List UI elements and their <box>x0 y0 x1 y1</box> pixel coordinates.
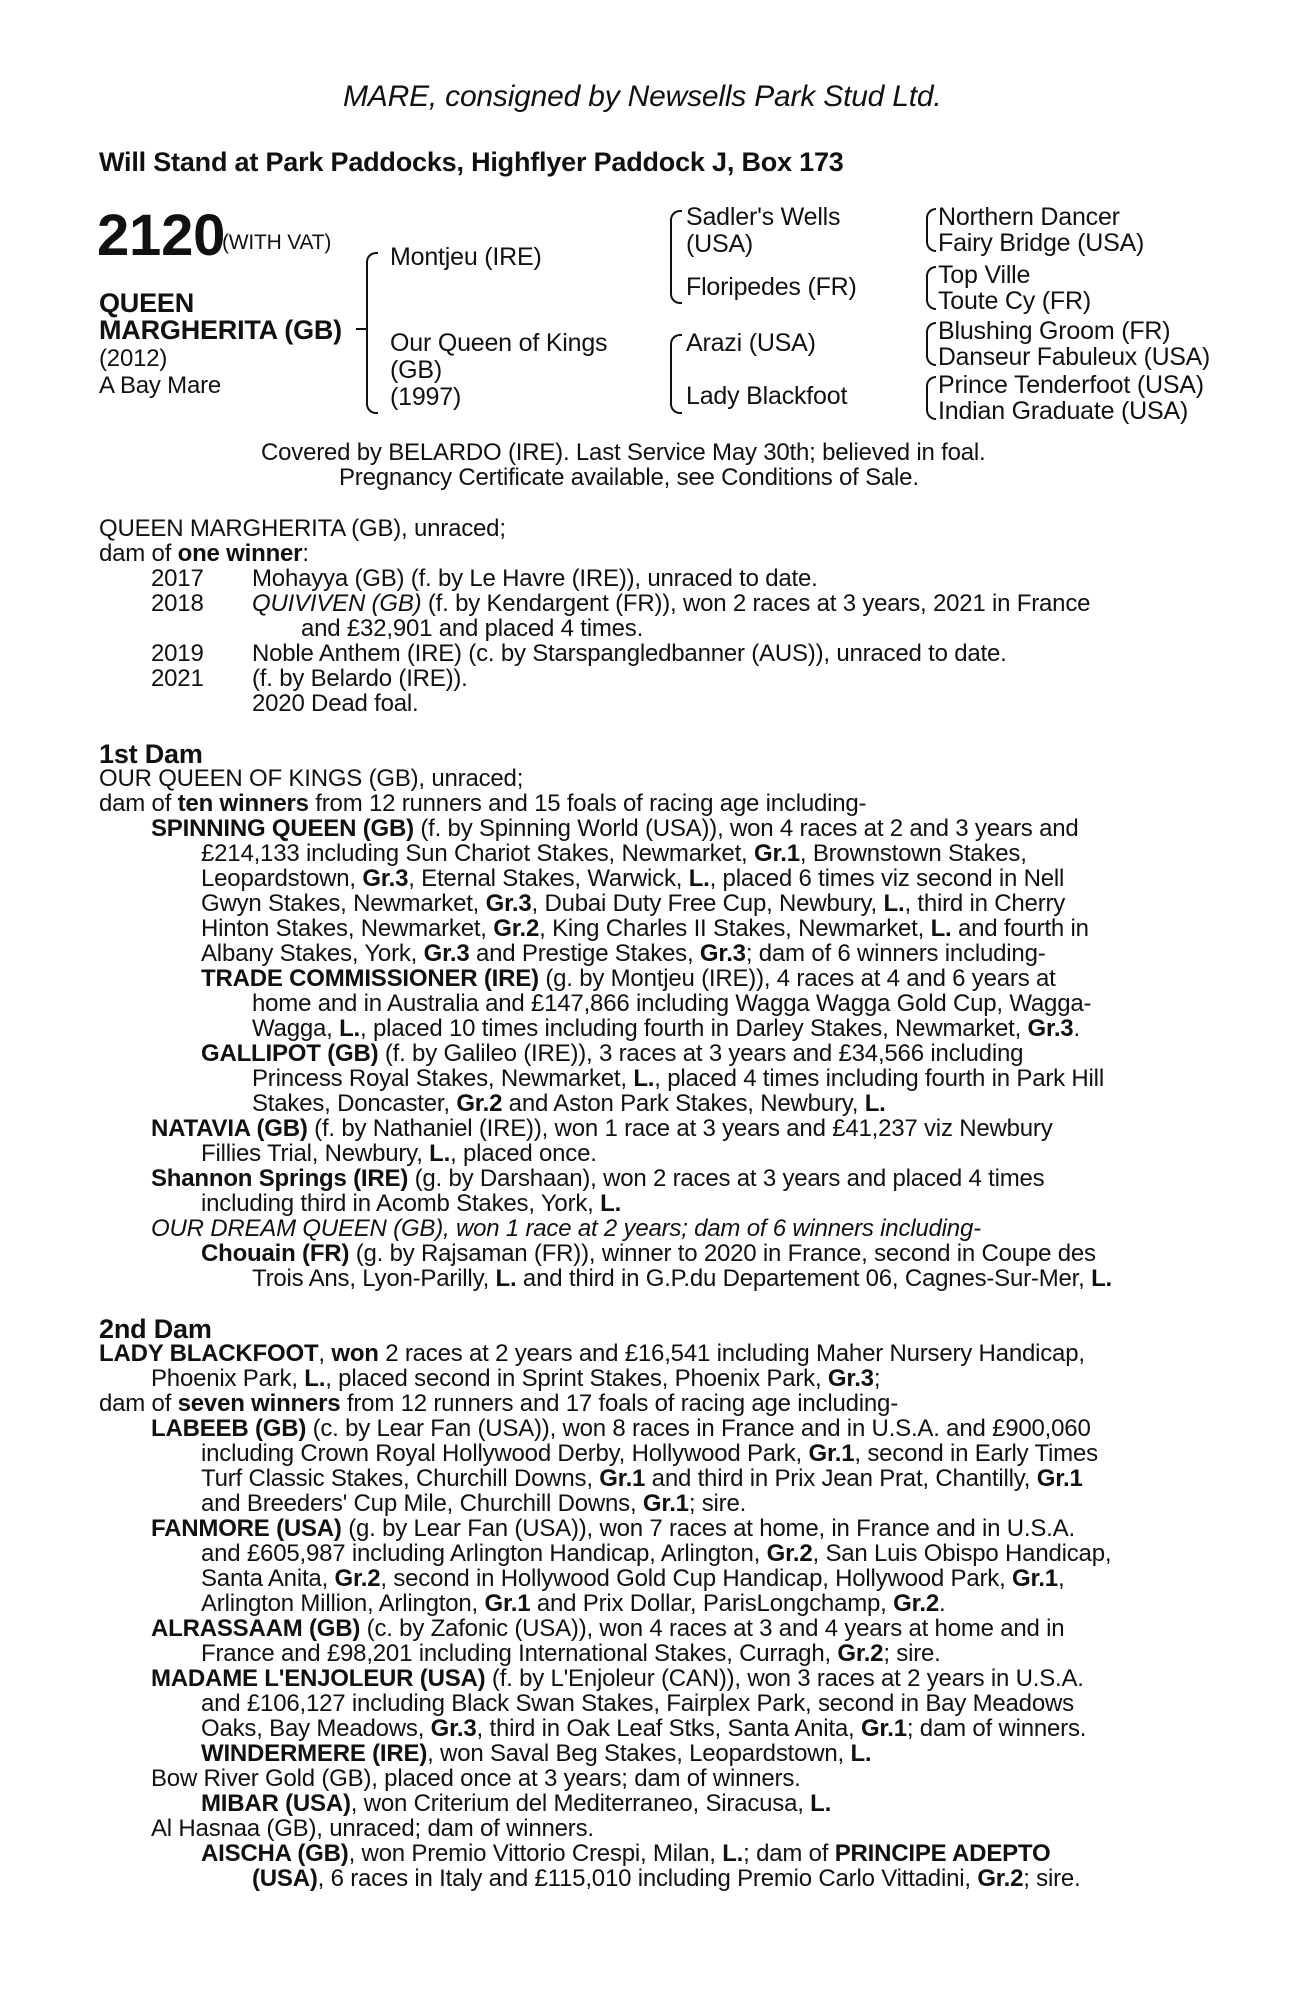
entry-line: Wagga, L., placed 10 times including fourth in Darley Stakes, Newmarket, Gr.3. <box>252 1015 1080 1042</box>
pedigree-sire-sire-line1: Sadler's Wells <box>686 203 841 231</box>
entry-line: Gwyn Stakes, Newmarket, Gr.3, Dubai Duty Free Cup, Newbury, L., third in Cherry <box>201 890 1066 917</box>
pedigree-bracket-1-tick <box>356 328 368 330</box>
entry-line: Phoenix Park, L., placed second in Sprint Stakes, Phoenix Park, Gr.3; <box>151 1365 881 1392</box>
pedigree-bracket-6 <box>926 322 936 366</box>
entry-line: Princess Royal Stakes, Newmarket, L., placed 4 times including fourth in Park Hill <box>252 1065 1104 1092</box>
entry-line: including third in Acomb Stakes, York, L. <box>201 1190 622 1217</box>
entry-line: Santa Anita, Gr.2, second in Hollywood Gold Cup Handicap, Hollywood Park, Gr.1, <box>201 1565 1065 1592</box>
entry-line: dam of seven winners from 12 runners and 17 foals of racing age including- <box>99 1390 898 1417</box>
entry-mibar: MIBAR (USA), won Criterium del Mediterraneo, Siracusa, L. <box>201 1790 832 1817</box>
produce-text: and £32,901 and placed 4 times. <box>301 615 644 642</box>
pedigree-dam-line1: Our Queen of Kings <box>390 329 608 357</box>
horse-description: A Bay Mare <box>99 372 222 399</box>
entry-line: Albany Stakes, York, Gr.3 and Prestige Stakes, Gr.3; dam of 6 winners including- <box>201 940 1046 967</box>
entry-line: Arlington Million, Arlington, Gr.1 and Prix Dollar, ParisLongchamp, Gr.2. <box>201 1590 946 1617</box>
pedigree-bracket-1 <box>366 252 378 414</box>
entry-trade-commissioner: TRADE COMMISSIONER (IRE) (g. by Montjeu (IRE)), 4 races at 4 and 6 years at <box>201 965 1056 992</box>
entry-line: Oaks, Bay Meadows, Gr.3, third in Oak Leaf Stks, Santa Anita, Gr.1; dam of winners. <box>201 1715 1087 1742</box>
entry-line: home and in Australia and £147,866 including Wagga Wagga Gold Cup, Wagga- <box>252 990 1092 1017</box>
pedigree-g3: Top Ville <box>938 261 1031 289</box>
pedigree-bracket-2 <box>670 210 682 304</box>
pedigree-bracket-7 <box>926 376 936 420</box>
pedigree-dam-line2: (GB) <box>390 356 442 384</box>
produce-text: 2020 Dead foal. <box>252 690 419 717</box>
pedigree-g2: Fairy Bridge (USA) <box>938 229 1145 257</box>
second-dam-heading: 2nd Dam <box>99 1314 212 1344</box>
lot-number: 2120 <box>97 203 226 268</box>
entry-bow-river-gold: Bow River Gold (GB), placed once at 3 years; dam of winners. <box>151 1765 801 1792</box>
entry-labeeb: LABEEB (GB) (c. by Lear Fan (USA)), won 8 races in France and in U.S.A. and £900,060 <box>151 1415 1091 1442</box>
produce-intro: QUEEN MARGHERITA (GB), unraced; <box>99 515 506 542</box>
produce-year: 2017 <box>151 565 204 592</box>
covered-line1: Covered by BELARDO (IRE). Last Service May 30th; believed in foal. <box>261 439 986 466</box>
produce-text: QUIVIVEN (GB) (f. by Kendargent (FR)), won 2 races at 3 years, 2021 in France <box>252 590 1091 617</box>
pedigree-dam-dam: Lady Blackfoot <box>686 382 848 410</box>
pedigree-g5: Blushing Groom (FR) <box>938 317 1171 345</box>
stand-location: Will Stand at Park Paddocks, Highflyer Paddock J, Box 173 <box>99 147 844 177</box>
entry-al-hasnaa: Al Hasnaa (GB), unraced; dam of winners. <box>151 1815 594 1842</box>
entry-line: Turf Classic Stakes, Churchill Downs, Gr.1 and third in Prix Jean Prat, Chantilly, Gr.1 <box>201 1465 1083 1492</box>
entry-line: Fillies Trial, Newbury, L., placed once. <box>201 1140 597 1167</box>
produce-year: 2018 <box>151 590 204 617</box>
entry-aischa: AISCHA (GB), won Premio Vittorio Crespi, Milan, L.; dam of PRINCIPE ADEPTO <box>201 1840 1051 1867</box>
covered-line2: Pregnancy Certificate available, see Conditions of Sale. <box>339 464 919 491</box>
entry-line: Hinton Stakes, Newmarket, Gr.2, King Charles II Stakes, Newmarket, L. and fourth in <box>201 915 1089 942</box>
pedigree-g1: Northern Dancer <box>938 203 1120 231</box>
pedigree-bracket-3 <box>670 334 682 414</box>
entry-natavia: NATAVIA (GB) (f. by Nathaniel (IRE)), won 1 race at 3 years and £41,237 viz Newbury <box>151 1115 1053 1142</box>
entry-line: and £605,987 including Arlington Handicap, Arlington, Gr.2, San Luis Obispo Handicap, <box>201 1540 1112 1567</box>
pedigree-g4: Toute Cy (FR) <box>938 287 1091 315</box>
horse-name-line1: QUEEN <box>99 288 195 318</box>
entry-madame-lenjoleur: MADAME L'ENJOLEUR (USA) (f. by L'Enjoleur (CAN)), won 3 races at 2 years in U.S.A. <box>151 1665 1084 1692</box>
entry-line: Stakes, Doncaster, Gr.2 and Aston Park Stakes, Newbury, L. <box>252 1090 886 1117</box>
pedigree-dam-sire: Arazi (USA) <box>686 329 816 357</box>
entry-windermere: WINDERMERE (IRE), won Saval Beg Stakes, Leopardstown, L. <box>201 1740 872 1767</box>
produce-year: 2021 <box>151 665 204 692</box>
foaling-year: (2012) <box>99 345 168 372</box>
vat-label: (WITH VAT) <box>222 231 332 254</box>
first-dam-line: dam of ten winners from 12 runners and 15 foals of racing age including- <box>99 790 867 817</box>
entry-line: and Breeders' Cup Mile, Churchill Downs, Gr.1; sire. <box>201 1490 747 1517</box>
pedigree-sire-dam: Floripedes (FR) <box>686 273 857 301</box>
entry-line: £214,133 including Sun Chariot Stakes, Newmarket, Gr.1, Brownstown Stakes, <box>201 840 1027 867</box>
entry-line: France and £98,201 including International Stakes, Curragh, Gr.2; sire. <box>201 1640 941 1667</box>
first-dam-line: OUR QUEEN OF KINGS (GB), unraced; <box>99 765 524 792</box>
entry-line: Trois Ans, Lyon-Parilly, L. and third in G.P.du Departement 06, Cagnes-Sur-Mer, L. <box>252 1265 1113 1292</box>
produce-text: Noble Anthem (IRE) (c. by Starspangledbanner (AUS)), unraced to date. <box>252 640 1007 667</box>
pedigree-dam-line3: (1997) <box>390 383 462 411</box>
pedigree-g6: Danseur Fabuleux (USA) <box>938 343 1211 371</box>
entry-alrassaam: ALRASSAAM (GB) (c. by Zafonic (USA)), won 4 races at 3 and 4 years at home and in <box>151 1615 1065 1642</box>
produce-text: (f. by Belardo (IRE)). <box>252 665 468 692</box>
pedigree-sire-sire-line2: (USA) <box>686 230 754 258</box>
produce-dam-of: dam of one winner: <box>99 540 309 567</box>
entry-our-dream-queen: OUR DREAM QUEEN (GB), won 1 race at 2 years; dam of 6 winners including- <box>151 1215 981 1242</box>
entry-gallipot: GALLIPOT (GB) (f. by Galileo (IRE)), 3 races at 3 years and £34,566 including <box>201 1040 1024 1067</box>
pedigree-sire: Montjeu (IRE) <box>390 243 542 271</box>
entry-line: (USA), 6 races in Italy and £115,010 including Premio Carlo Vittadini, Gr.2; sire. <box>252 1865 1081 1892</box>
pedigree-bracket-5 <box>926 266 936 310</box>
pedigree-g8: Indian Graduate (USA) <box>938 397 1189 425</box>
entry-shannon-springs: Shannon Springs (IRE) (g. by Darshaan), won 2 races at 3 years and placed 4 times <box>151 1165 1045 1192</box>
entry-lady-blackfoot: LADY BLACKFOOT, won 2 races at 2 years and £16,541 including Maher Nursery Handicap, <box>99 1340 1085 1367</box>
entry-chouain: Chouain (FR) (g. by Rajsaman (FR)), winner to 2020 in France, second in Coupe des <box>201 1240 1096 1267</box>
horse-name-line2: MARGHERITA (GB) <box>99 315 342 345</box>
consigner-line: MARE, consigned by Newsells Park Stud Ltd. <box>343 80 942 113</box>
first-dam-heading: 1st Dam <box>99 739 203 769</box>
entry-line: Leopardstown, Gr.3, Eternal Stakes, Warwick, L., placed 6 times viz second in Nell <box>201 865 1065 892</box>
produce-text: Mohayya (GB) (f. by Le Havre (IRE)), unraced to date. <box>252 565 818 592</box>
entry-fanmore: FANMORE (USA) (g. by Lear Fan (USA)), won 7 races at home, in France and in U.S.A. <box>151 1515 1075 1542</box>
pedigree-bracket-4 <box>926 208 936 252</box>
entry-line: including Crown Royal Hollywood Derby, Hollywood Park, Gr.1, second in Early Times <box>201 1440 1098 1467</box>
pedigree-g7: Prince Tenderfoot (USA) <box>938 371 1204 399</box>
entry-spinning-queen: SPINNING QUEEN (GB) (f. by Spinning World (USA)), won 4 races at 2 and 3 years and <box>151 815 1079 842</box>
entry-line: and £106,127 including Black Swan Stakes, Fairplex Park, second in Bay Meadows <box>201 1690 1074 1717</box>
produce-year: 2019 <box>151 640 204 667</box>
